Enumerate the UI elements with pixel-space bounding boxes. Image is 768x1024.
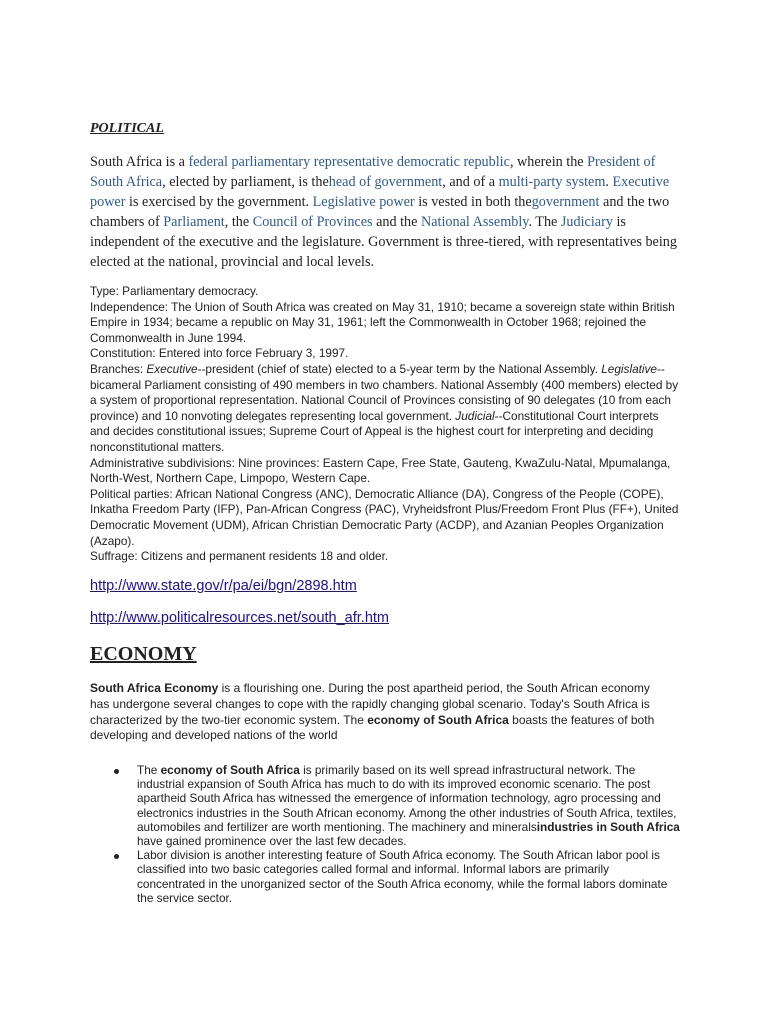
bullet-text: is primarily based on its well spread infrastructural network. The industrial expansion of South Africa has much to do with its improved economic scenario. The post apartheid South Africa has witnessed the emergence of information technology, agro processing and electronics industries in the South African economy. Among the other industries of South Africa, textiles, automobiles and fertilizer are worth mentioning. The machinery and minerals — [137, 763, 677, 834]
branch-judicial-text: --Constitutional Court interprets and decides constitutional issues; Supreme Court of Appeal is the highest court for interpreting and deciding nonconstitutional matters. — [90, 408, 659, 454]
fact-subdivisions: Administrative subdivisions: Nine provinces: Eastern Cape, Free State, Gauteng, KwaZulu-Natal, Mpumalanga, North-West, Northern Cape, Limpopo, Western Cape. — [90, 455, 671, 486]
link-federal-republic[interactable]: federal parliamentary representative democratic republic — [188, 154, 510, 170]
political-facts — [90, 284, 680, 565]
intro-text: , wherein the — [509, 154, 588, 170]
intro-text: and the two chambers of — [90, 194, 670, 230]
link-parliament[interactable]: Parliament — [163, 214, 225, 230]
fact-branches — [90, 362, 680, 456]
link-president[interactable]: President of South Africa — [90, 154, 656, 190]
intro-text: and the — [372, 214, 421, 230]
intro-text: is vested in both the — [414, 194, 532, 210]
intro-text: . — [605, 174, 613, 190]
intro-text: . The — [528, 214, 561, 230]
fact-independence: Independence: The Union of South Africa was created on May 31, 1910; became a sovereign state within British Empire in 1934; became a republic on May 31, 1961; left the Commonwealth in October 1968; rejoined the Commonwealth in June 1994. — [90, 299, 675, 345]
bullet-text: Labor division is another interesting feature of South Africa economy. The South African labor pool is classified into two basic categories called formal and informal. Informal labors are primarily concentrated in the unorganized sector of the South Africa economy, while the formal labors dominate the service sector. — [137, 848, 668, 905]
bullet-icon — [114, 854, 119, 859]
list-item — [90, 763, 680, 848]
intro-text: is exercised by the government. — [125, 194, 313, 210]
branches-prefix: Branches: — [90, 361, 147, 376]
bullet-bold: industries in South Africa — [536, 819, 680, 834]
political-heading: POLITICAL — [90, 121, 164, 136]
fact-parties: Political parties: African National Congress (ANC), Democratic Alliance (DA), Congress of the People (COPE), Inkatha Freedom Party (IFP), Pan-African Congress (PAC), Vryheidsfront Plus/Freedom Front Plus (FF+), United Democratic Movement (UDM), African Christian Democratic Party (ACDP), and Azanian Peoples Organization (Azapo). — [90, 486, 679, 548]
bullet-bold: economy of South Africa — [160, 763, 300, 777]
link-council-of-provinces[interactable]: Council of Provinces — [252, 214, 373, 230]
fact-constitution: Constitution: Entered into force February 3, 1997. — [90, 346, 349, 361]
intro-text: South Africa is a — [90, 154, 189, 170]
link-legislative-power[interactable]: Legislative power — [312, 194, 415, 210]
economy-heading: ECONOMY — [90, 643, 197, 665]
fact-suffrage: Suffrage: Citizens and permanent residents 18 and older. — [90, 549, 389, 564]
branch-executive-text: --president (chief of state) elected to a 5-year term by the National Assembly. — [197, 361, 602, 376]
economy-bold: economy of South Africa — [367, 712, 509, 727]
economy-bullet-list — [90, 763, 680, 905]
link-government[interactable]: government — [531, 194, 600, 210]
link-executive-power[interactable]: Executive power — [90, 174, 670, 210]
economy-paragraph — [90, 681, 660, 744]
intro-text: , elected by parliament, is the — [162, 174, 329, 190]
link-head-of-government[interactable]: head of government — [328, 174, 443, 190]
intro-text: , and of a — [442, 174, 499, 190]
intro-text: is independent of the executive and the legislature. Government is three-tiered, with representatives being elected at the national, provincial and local levels. — [90, 214, 677, 270]
list-item — [90, 848, 680, 905]
economy-bold: South Africa Economy — [90, 681, 219, 695]
branch-judicial-label: Judicial — [455, 408, 495, 423]
political-intro — [90, 152, 680, 272]
bullet-icon — [114, 769, 119, 774]
bullet-text: have gained prominence over the last few decades. — [137, 834, 407, 849]
link-state-gov[interactable]: http://www.state.gov/r/pa/ei/bgn/2898.htm — [90, 578, 357, 594]
economy-text: boasts the features of both developing and developed nations of the world — [90, 712, 655, 743]
link-judiciary[interactable]: Judiciary — [560, 214, 613, 230]
intro-text: , the — [224, 214, 253, 230]
link-national-assembly[interactable]: National Assembly — [421, 214, 529, 230]
branch-legislative-text: --bicameral Parliament consisting of 490 members in two chambers. National Assembly (400 members) elected by a system of proportional representation. National Council of Provinces consisting of 90 delegates (10 from each province) and 10 nonvoting delegates representing local government. — [90, 361, 679, 423]
economy-text: is a flourishing one. During the post apartheid period, the South African economy has undergone several changes to cope with the rapidly changing global scenario. Today's South Africa is characterized by the two-tier economic system. The — [90, 681, 650, 727]
link-multi-party-system[interactable]: multi-party system — [498, 174, 606, 190]
fact-type: Type: Parliamentary democracy. — [90, 284, 259, 298]
bullet-text: The — [137, 763, 161, 777]
branch-legislative-label: Legislative — [601, 361, 657, 376]
branch-executive-label: Executive — [146, 361, 198, 376]
link-politicalresources[interactable]: http://www.politicalresources.net/south_afr.htm — [90, 610, 390, 626]
